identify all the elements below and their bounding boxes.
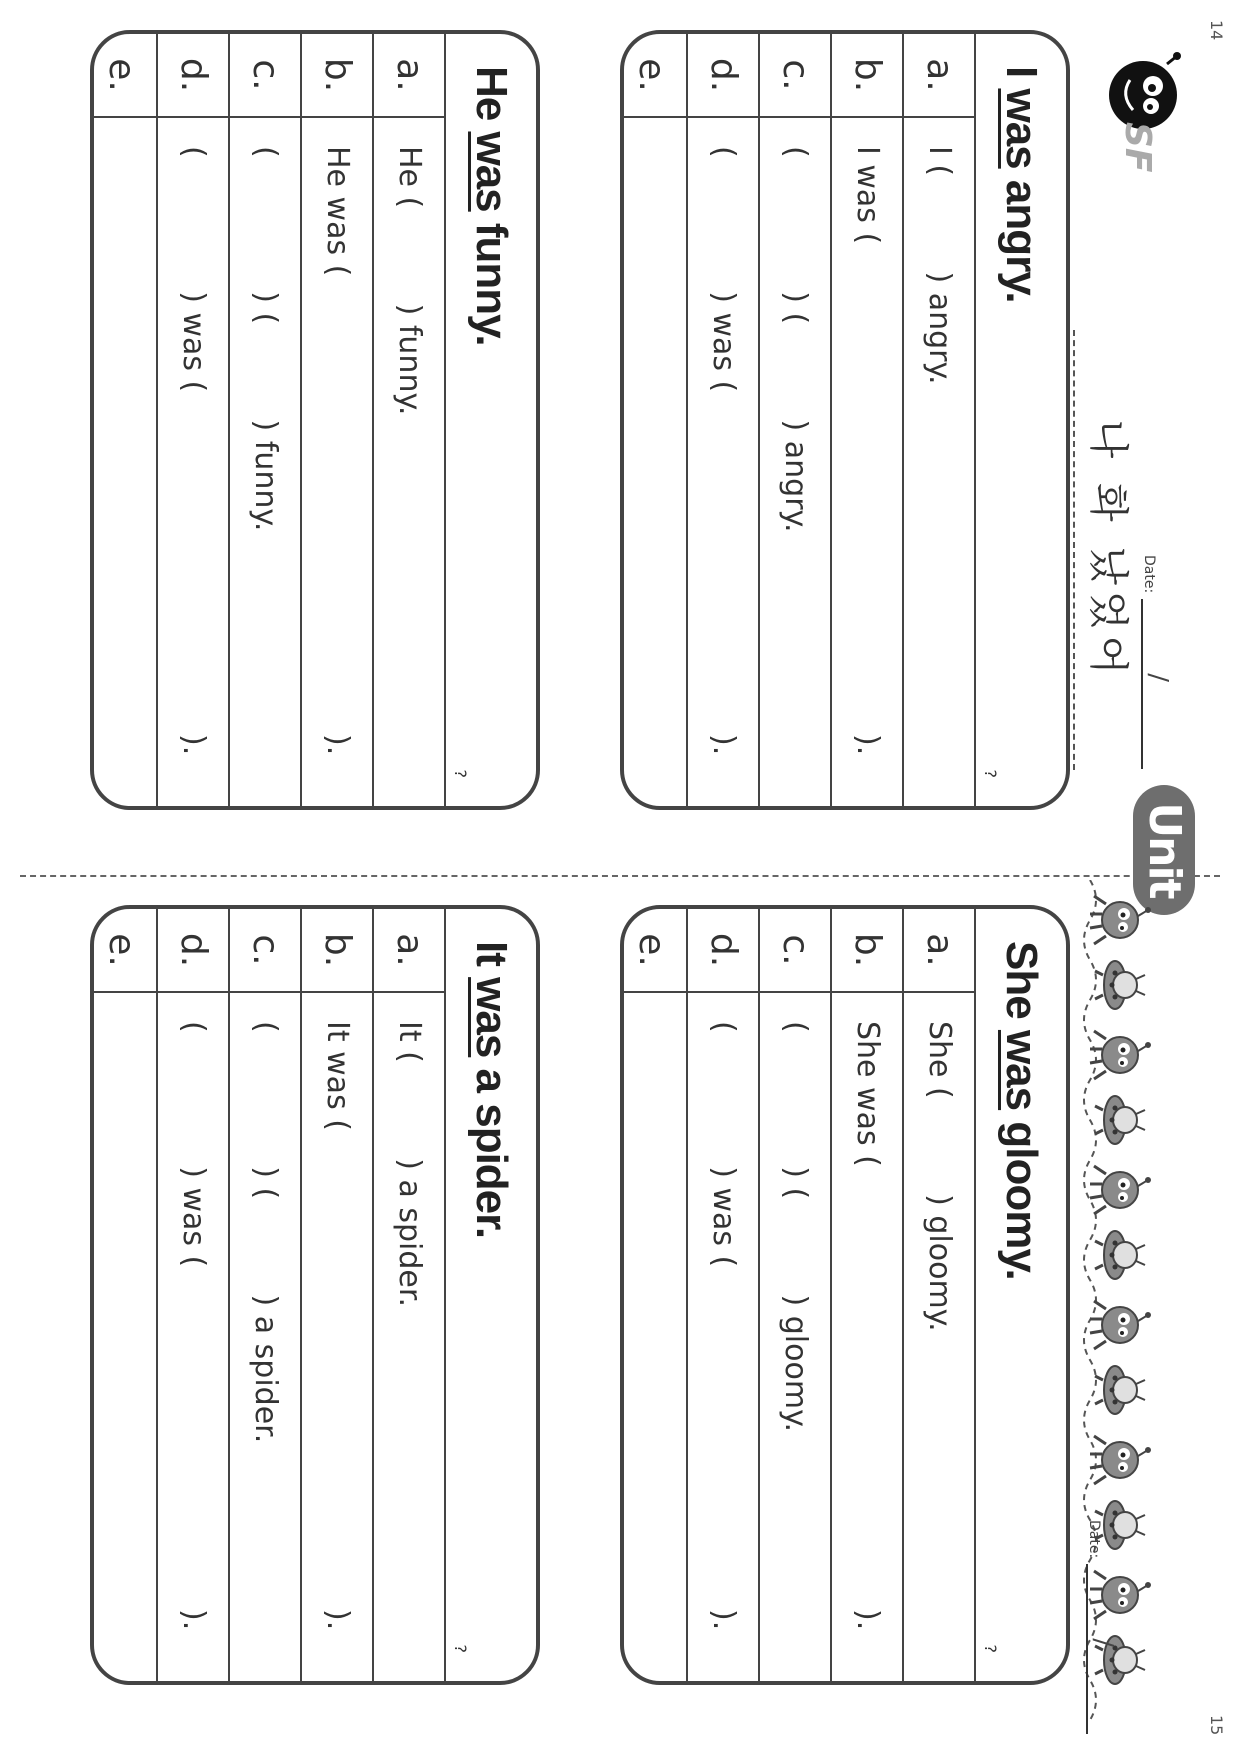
answer-row-c[interactable]: c. ( ) ( ) angry.	[760, 34, 832, 806]
model-sentence: It was a spider.	[467, 941, 516, 1239]
date-field-left[interactable]	[1141, 555, 1173, 769]
answer-row-d[interactable]: d. ( ) was ( ).	[158, 909, 230, 1681]
exercise-card-3	[620, 905, 1070, 1685]
answer-row-d[interactable]: d. ( ) was ( ).	[688, 34, 760, 806]
answer-row-a[interactable]: a. I ( ) angry.	[904, 34, 976, 806]
answer-row-b[interactable]: b. She was ( ).	[832, 909, 904, 1681]
unit-badge: Unit 2	[1133, 785, 1195, 915]
answer-row-e[interactable]: e.	[90, 909, 158, 1681]
exercise-card-2	[90, 30, 540, 810]
answer-row-d[interactable]: d. ( ) was ( ).	[688, 909, 760, 1681]
date-field-right[interactable]	[1086, 1520, 1118, 1734]
answer-row-b[interactable]: b. I was ( ).	[832, 34, 904, 806]
page-number-left: 14	[1207, 20, 1226, 41]
answer-row-c[interactable]: c. ( ) ( ) a spider.	[230, 909, 302, 1681]
answer-row-a[interactable]: a. She ( ) gloomy.	[904, 909, 976, 1681]
question-mark: ?	[981, 769, 1000, 778]
left-header	[1060, 0, 1240, 898]
lesson-title-korean: 나 화 났었어	[1073, 330, 1140, 770]
page-number-right: 15	[1207, 1715, 1226, 1736]
question-mark: ?	[981, 1644, 1000, 1653]
answer-row-c[interactable]: c. ( ) ( ) gloomy.	[760, 909, 832, 1681]
model-sentence: I was angry.	[997, 66, 1046, 303]
answer-row-b[interactable]: b. He was ( ).	[302, 34, 374, 806]
date-label: Date:	[1141, 555, 1157, 594]
answer-row-a[interactable]: a. He ( ) funny.	[374, 34, 446, 806]
answer-row-e[interactable]: e.	[620, 34, 688, 806]
brand-logo: SF	[1117, 122, 1158, 173]
date-separator: /	[1088, 1638, 1118, 1647]
answer-row-a[interactable]: a. It ( ) a spider.	[374, 909, 446, 1681]
answer-row-e[interactable]: e.	[90, 34, 158, 806]
fold-line	[20, 875, 1220, 877]
question-mark: ?	[451, 1644, 470, 1653]
question-mark: ?	[451, 769, 470, 778]
model-sentence: He was funny.	[467, 66, 516, 346]
answer-row-d[interactable]: d. ( ) was ( ).	[158, 34, 230, 806]
model-sentence: She was gloomy.	[997, 941, 1046, 1280]
exercise-card-1	[620, 30, 1070, 810]
answer-row-b[interactable]: b. It was ( ).	[302, 909, 374, 1681]
answer-row-e[interactable]: e.	[620, 909, 688, 1681]
date-separator: /	[1143, 673, 1173, 682]
alien-border-decoration	[1060, 880, 1220, 1720]
date-label: Date:	[1086, 1520, 1102, 1559]
exercise-card-4	[90, 905, 540, 1685]
answer-row-c[interactable]: c. ( ) ( ) funny.	[230, 34, 302, 806]
